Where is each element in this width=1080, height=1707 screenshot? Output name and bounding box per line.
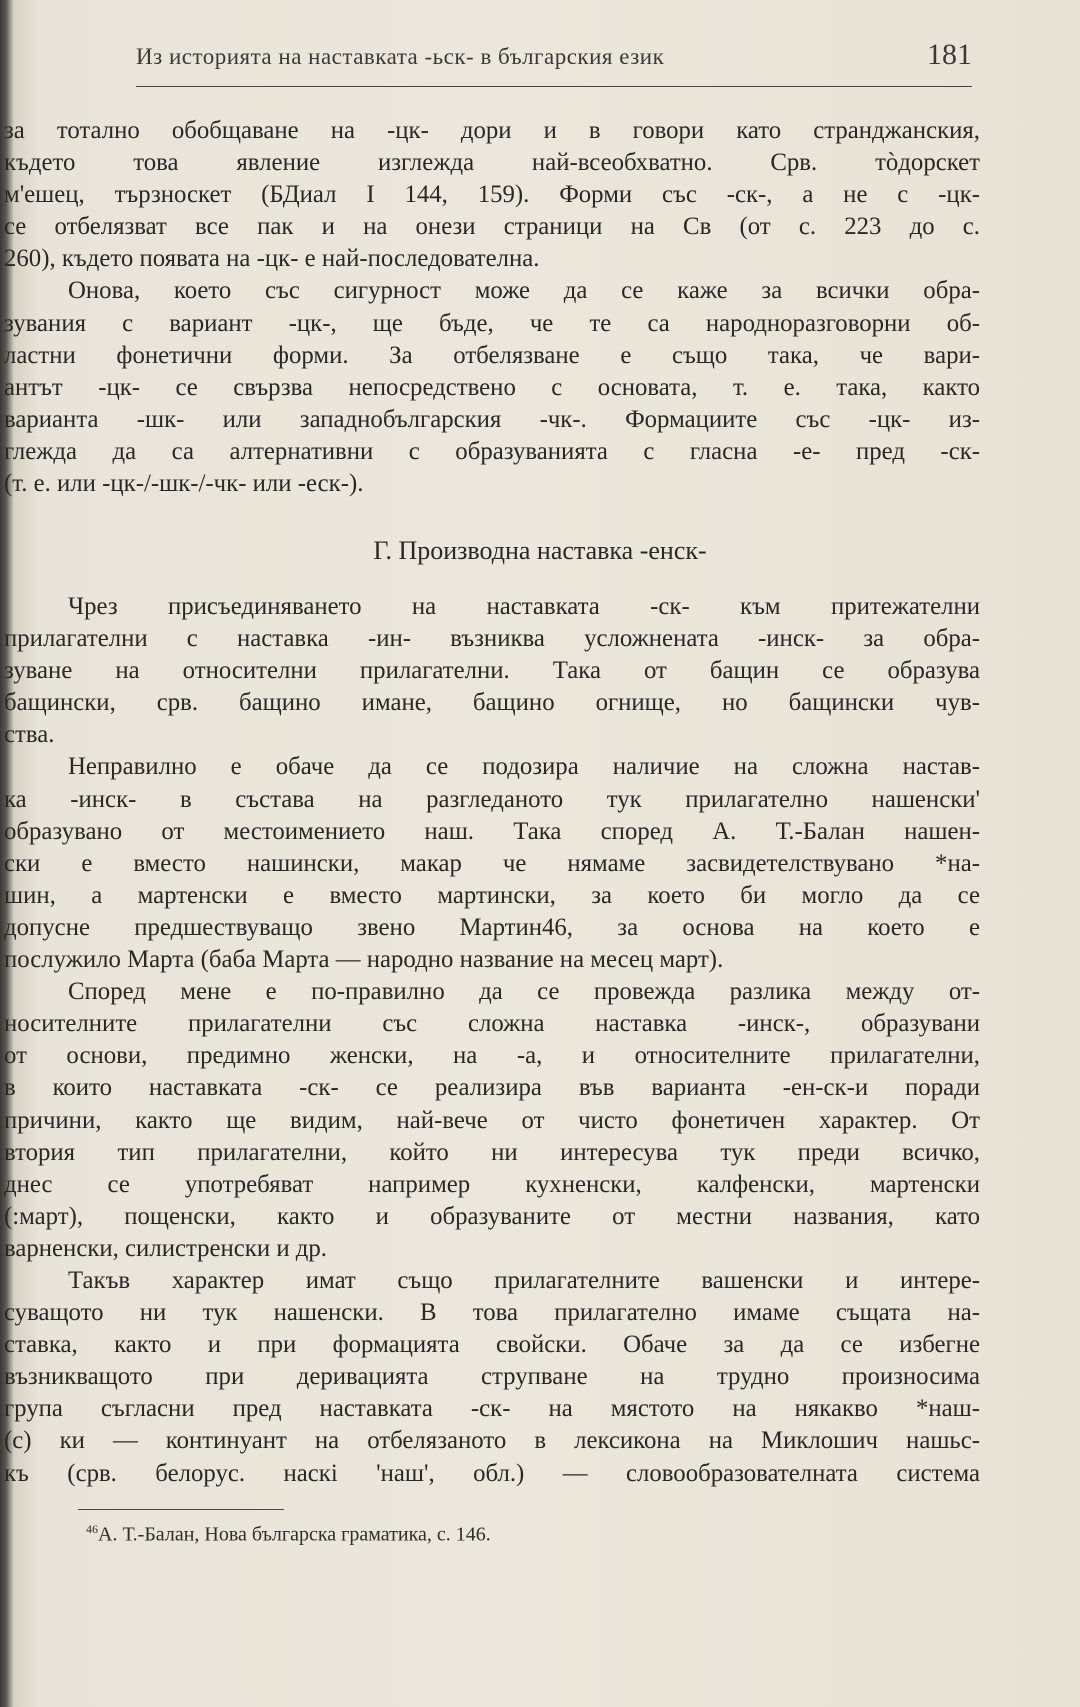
text-line: ка -инск- в състава на разгледаното тук прилагателно нашенски': [4, 785, 980, 813]
footnote-text: А. Т.-Балан, Нова българска граматика, с. 146.: [98, 1523, 491, 1546]
text-line: варненски, силистренски и др.: [4, 1234, 328, 1262]
text-line: шин, а мартенски е вместо мартински, за което би могло да се: [4, 881, 980, 909]
text-line: образувано от местоимението наш. Така според А. Т.-Балан нашен-: [4, 817, 980, 845]
text-line: Неправилно е обаче да се подозира наличие на сложна настав-: [68, 753, 980, 781]
text-line: днес се употребяват например кухненски, калфенски, мартенски: [4, 1170, 980, 1198]
text-line: къ (срв. белорус. наскі 'наш', обл.) — словообразователната система: [4, 1459, 980, 1487]
page-number: 181: [927, 38, 972, 71]
text-line: ства.: [4, 721, 55, 749]
text-line: бащински, срв. бащино имане, бащино огнище, но бащински чув-: [4, 689, 980, 717]
text-line: глежда да са алтернативни с образуванията с гласна -е- пред -ск-: [4, 437, 980, 465]
page-header: [136, 36, 972, 87]
text-line: зувания с вариант -цк-, ще бъде, че те са народноразговорни об-: [4, 309, 980, 337]
text-line: Чрез присъединяването на наставката -ск- към притежателни: [68, 593, 980, 620]
text-line: за тотално обобщаване на -цк- дори и в говори като странджанския,: [4, 117, 980, 144]
text-line: се отбелязват все пак и на онези страници на Св (от с. 223 до с.: [4, 213, 980, 241]
text-line: в които наставката -ск- се реализира във варианта -ен-ск-и поради: [4, 1074, 980, 1102]
text-line: м'ешец, тързноскет (БДиал I 144, 159). Форми със -ск-, а не с -цк-: [4, 181, 980, 209]
text-line: ставка, както и при формацията свойски. Обаче за да се избегне: [4, 1331, 980, 1359]
text-line: (т. е. или -цк-/-шк-/-чк- или -еск-).: [4, 470, 364, 498]
text-line: причини, както ще видим, най-вече от чисто фонетичен характер. От: [4, 1106, 980, 1134]
text-line: ластни фонетични форми. За отбелязване е също така, че вари-: [4, 341, 980, 369]
running-title: Из историята на наставката -ьск- в българския език: [136, 44, 665, 69]
text-line: Онова, което със сигурност може да се каже за всички обра-: [68, 277, 980, 305]
section-2-text: [4, 591, 980, 1490]
text-line: антът -цк- се свързва непосредствено с основата, т. е. така, както: [4, 373, 980, 401]
text-line: носителните прилагателни със сложна наставка -инск-, образувани: [4, 1010, 980, 1038]
text-line: 260), където появата на -цк- е най-последователна.: [4, 245, 540, 273]
text-line: от основи, предимно женски, на -а, и относителните прилагателни,: [4, 1042, 980, 1070]
footnote-divider: [78, 1509, 284, 1510]
footnote: [86, 1522, 491, 1547]
section-1-text: [4, 115, 980, 500]
text-line: Такъв характер имат също прилагателните вашенски и интере-: [68, 1266, 980, 1294]
text-line: възникващото при деривацията струпване на трудно произносима: [4, 1363, 980, 1391]
text-line: послужило Марта (баба Марта — народно название на месец март).: [4, 946, 724, 974]
text-line: варианта -шк- или западнобългарския -чк-. Формациите със -цк- из-: [4, 405, 980, 433]
text-line: втория тип прилагателни, който ни интересува тук преди всичко,: [4, 1138, 980, 1166]
text-line: (с) ки — континуант на отбелязаното в лексикона на Миклошич нашьс-: [4, 1427, 980, 1455]
text-line: допусне предшествуващо звено Мартин46, за основа на което е: [4, 913, 980, 941]
text-line: група съгласни пред наставката -ск- на мястото на някакво *наш-: [4, 1395, 980, 1423]
section-heading: Г. Производна наставка -енск-: [373, 536, 707, 565]
text-line: прилагателни с наставка -ин- възниква усложнената -инск- за обра-: [4, 625, 980, 653]
text-line: зуване на относителни прилагателни. Така от бащин се образува: [4, 657, 980, 685]
footnote-number: 46: [86, 1522, 98, 1536]
text-line: ски е вместо нашински, макар че нямаме засвидетелствувано *на-: [4, 849, 980, 877]
text-line: където това явление изглежда най-всеобхватно. Срв. тòдорскет: [4, 149, 980, 177]
text-line: Според мене е по-правилно да се провежда разлика между от-: [68, 978, 980, 1006]
text-line: (:март), пощенски, както и образуваните от местни названия, като: [4, 1202, 980, 1230]
text-line: суващото ни тук нашенски. В това прилагателно имаме същата на-: [4, 1299, 980, 1327]
